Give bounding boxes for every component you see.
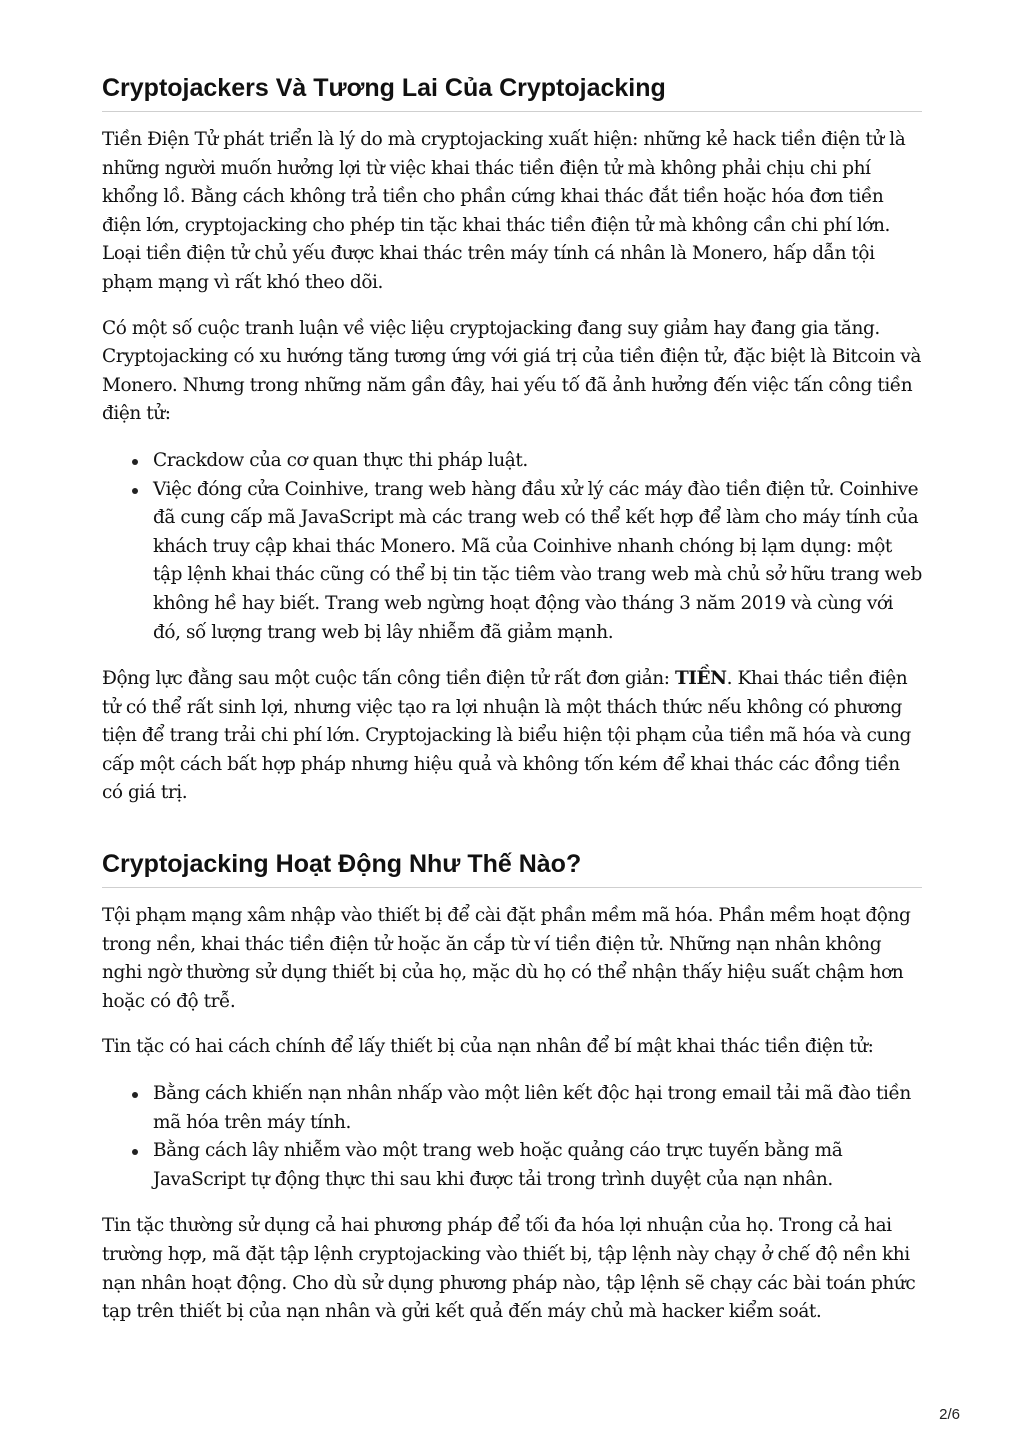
list-item <box>153 447 922 476</box>
section-cryptojackers-future <box>102 62 922 808</box>
bold-text: TIỀN <box>674 668 727 690</box>
bullet-dot-icon <box>132 1092 138 1098</box>
paragraph: Tiền Điện Tử phát triển là lý do mà cryptojacking xuất hiện: những kẻ hack tiền điện tử là những người muốn hưởng lợi từ việc khai thác tiền điện tử mà không phải chịu chi phí khổng lồ. Bằng cách không trả tiền cho phần cứng khai thác đắt tiền hoặc hóa đơn tiền điện lớn, cryptojacking cho phép tin tặc khai thác tiền điện tử mà không cần chi phí lớn. Loại tiền điện tử chủ yếu được khai thác trên máy tính cá nhân là Monero, hấp dẫn tội phạm mạng vì rất khó theo dõi. <box>102 129 906 293</box>
page-number: 2/6 <box>939 1406 960 1423</box>
list-item-text: Crackdow của cơ quan thực thi pháp luật. <box>153 449 528 471</box>
list-item <box>153 476 922 648</box>
bullet-dot-icon <box>132 459 138 465</box>
paragraph: Tin tặc có hai cách chính để lấy thiết bị của nạn nhân để bí mật khai thác tiền điện tử: <box>102 1036 874 1058</box>
paragraph: Có một số cuộc tranh luận về việc liệu cryptojacking đang suy giảm hay đang gia tăng. Cryptojacking có xu hướng tăng tương ứng với giá trị của tiền điện tử, đặc biệt là Bitcoin và Monero. Nhưng trong những năm gần đây, hai yếu tố đã ảnh hưởng đến việc tấn công tiền điện tử: <box>102 317 921 425</box>
paragraph: Tội phạm mạng xâm nhập vào thiết bị để cài đặt phần mềm mã hóa. Phần mềm hoạt động trong nền, khai thác tiền điện tử hoặc ăn cắp từ ví tiền điện tử. Những nạn nhân không nghi ngờ thường sử dụng thiết bị của họ, mặc dù họ có thể nhận thấy hiệu suất chậm hơn hoặc có độ trễ. <box>102 905 911 1012</box>
text-run: . Khai thác tiền điện tử có thể rất sinh lợi, nhưng việc tạo ra lợi nhuận là một thách thức nếu không có phương tiện để trang trải chi phí lớn. Cryptojacking là biểu hiện tội phạm của tiền mã hóa và cung cấp một cách bất hợp pháp nhưng hiệu quả và không tốn kém để khai thác các đồng tiền có giá trị. <box>102 668 911 804</box>
bullet-dot-icon <box>132 488 138 494</box>
list-item-text: Bằng cách khiến nạn nhân nhấp vào một liên kết độc hại trong email tải mã đào tiền mã hóa trên máy tính. <box>153 1083 911 1133</box>
paragraph: Tin tặc thường sử dụng cả hai phương pháp để tối đa hóa lợi nhuận của họ. Trong cả hai trường hợp, mã đặt tập lệnh cryptojacking vào thiết bị, tập lệnh này chạy ở chế độ nền khi nạn nhân hoạt động. Cho dù sử dụng phương pháp nào, tập lệnh sẽ chạy các bài toán phức tạp trên thiết bị của nạn nhân và gửi kết quả đến máy chủ mà hacker kiểm soát. <box>102 1215 916 1323</box>
list-item <box>153 1080 922 1137</box>
document-page <box>102 62 922 1327</box>
paragraph <box>102 665 922 808</box>
section-heading: Cryptojackers Và Tương Lai Của Cryptojacking <box>102 62 922 112</box>
section-how-cryptojacking-works <box>102 838 922 1327</box>
bullet-list <box>102 447 922 647</box>
list-item-text: Việc đóng cửa Coinhive, trang web hàng đầu xử lý các máy đào tiền điện tử. Coinhive đã cung cấp mã JavaScript mà các trang web có thể kết hợp để làm cho máy tính của khách truy cập khai thác Monero. Mã của Coinhive nhanh chóng bị lạm dụng: một tập lệnh khai thác cũng có thể bị tin tặc tiêm vào trang web mà chủ sở hữu trang web không hề hay biết. Trang web ngừng hoạt động vào tháng 3 năm 2019 và cùng với đó, số lượng trang web bị lây nhiễm đã giảm mạnh. <box>153 478 922 643</box>
list-item-text: Bằng cách lây nhiễm vào một trang web hoặc quảng cáo trực tuyến bằng mã JavaScript tự động thực thi sau khi được tải trong trình duyệt của nạn nhân. <box>153 1140 843 1190</box>
bullet-list <box>102 1080 922 1194</box>
bullet-dot-icon <box>132 1149 138 1155</box>
section-heading: Cryptojacking Hoạt Động Như Thế Nào? <box>102 838 922 888</box>
list-item <box>153 1137 922 1194</box>
text-run: Động lực đằng sau một cuộc tấn công tiền điện tử rất đơn giản: <box>102 668 675 690</box>
